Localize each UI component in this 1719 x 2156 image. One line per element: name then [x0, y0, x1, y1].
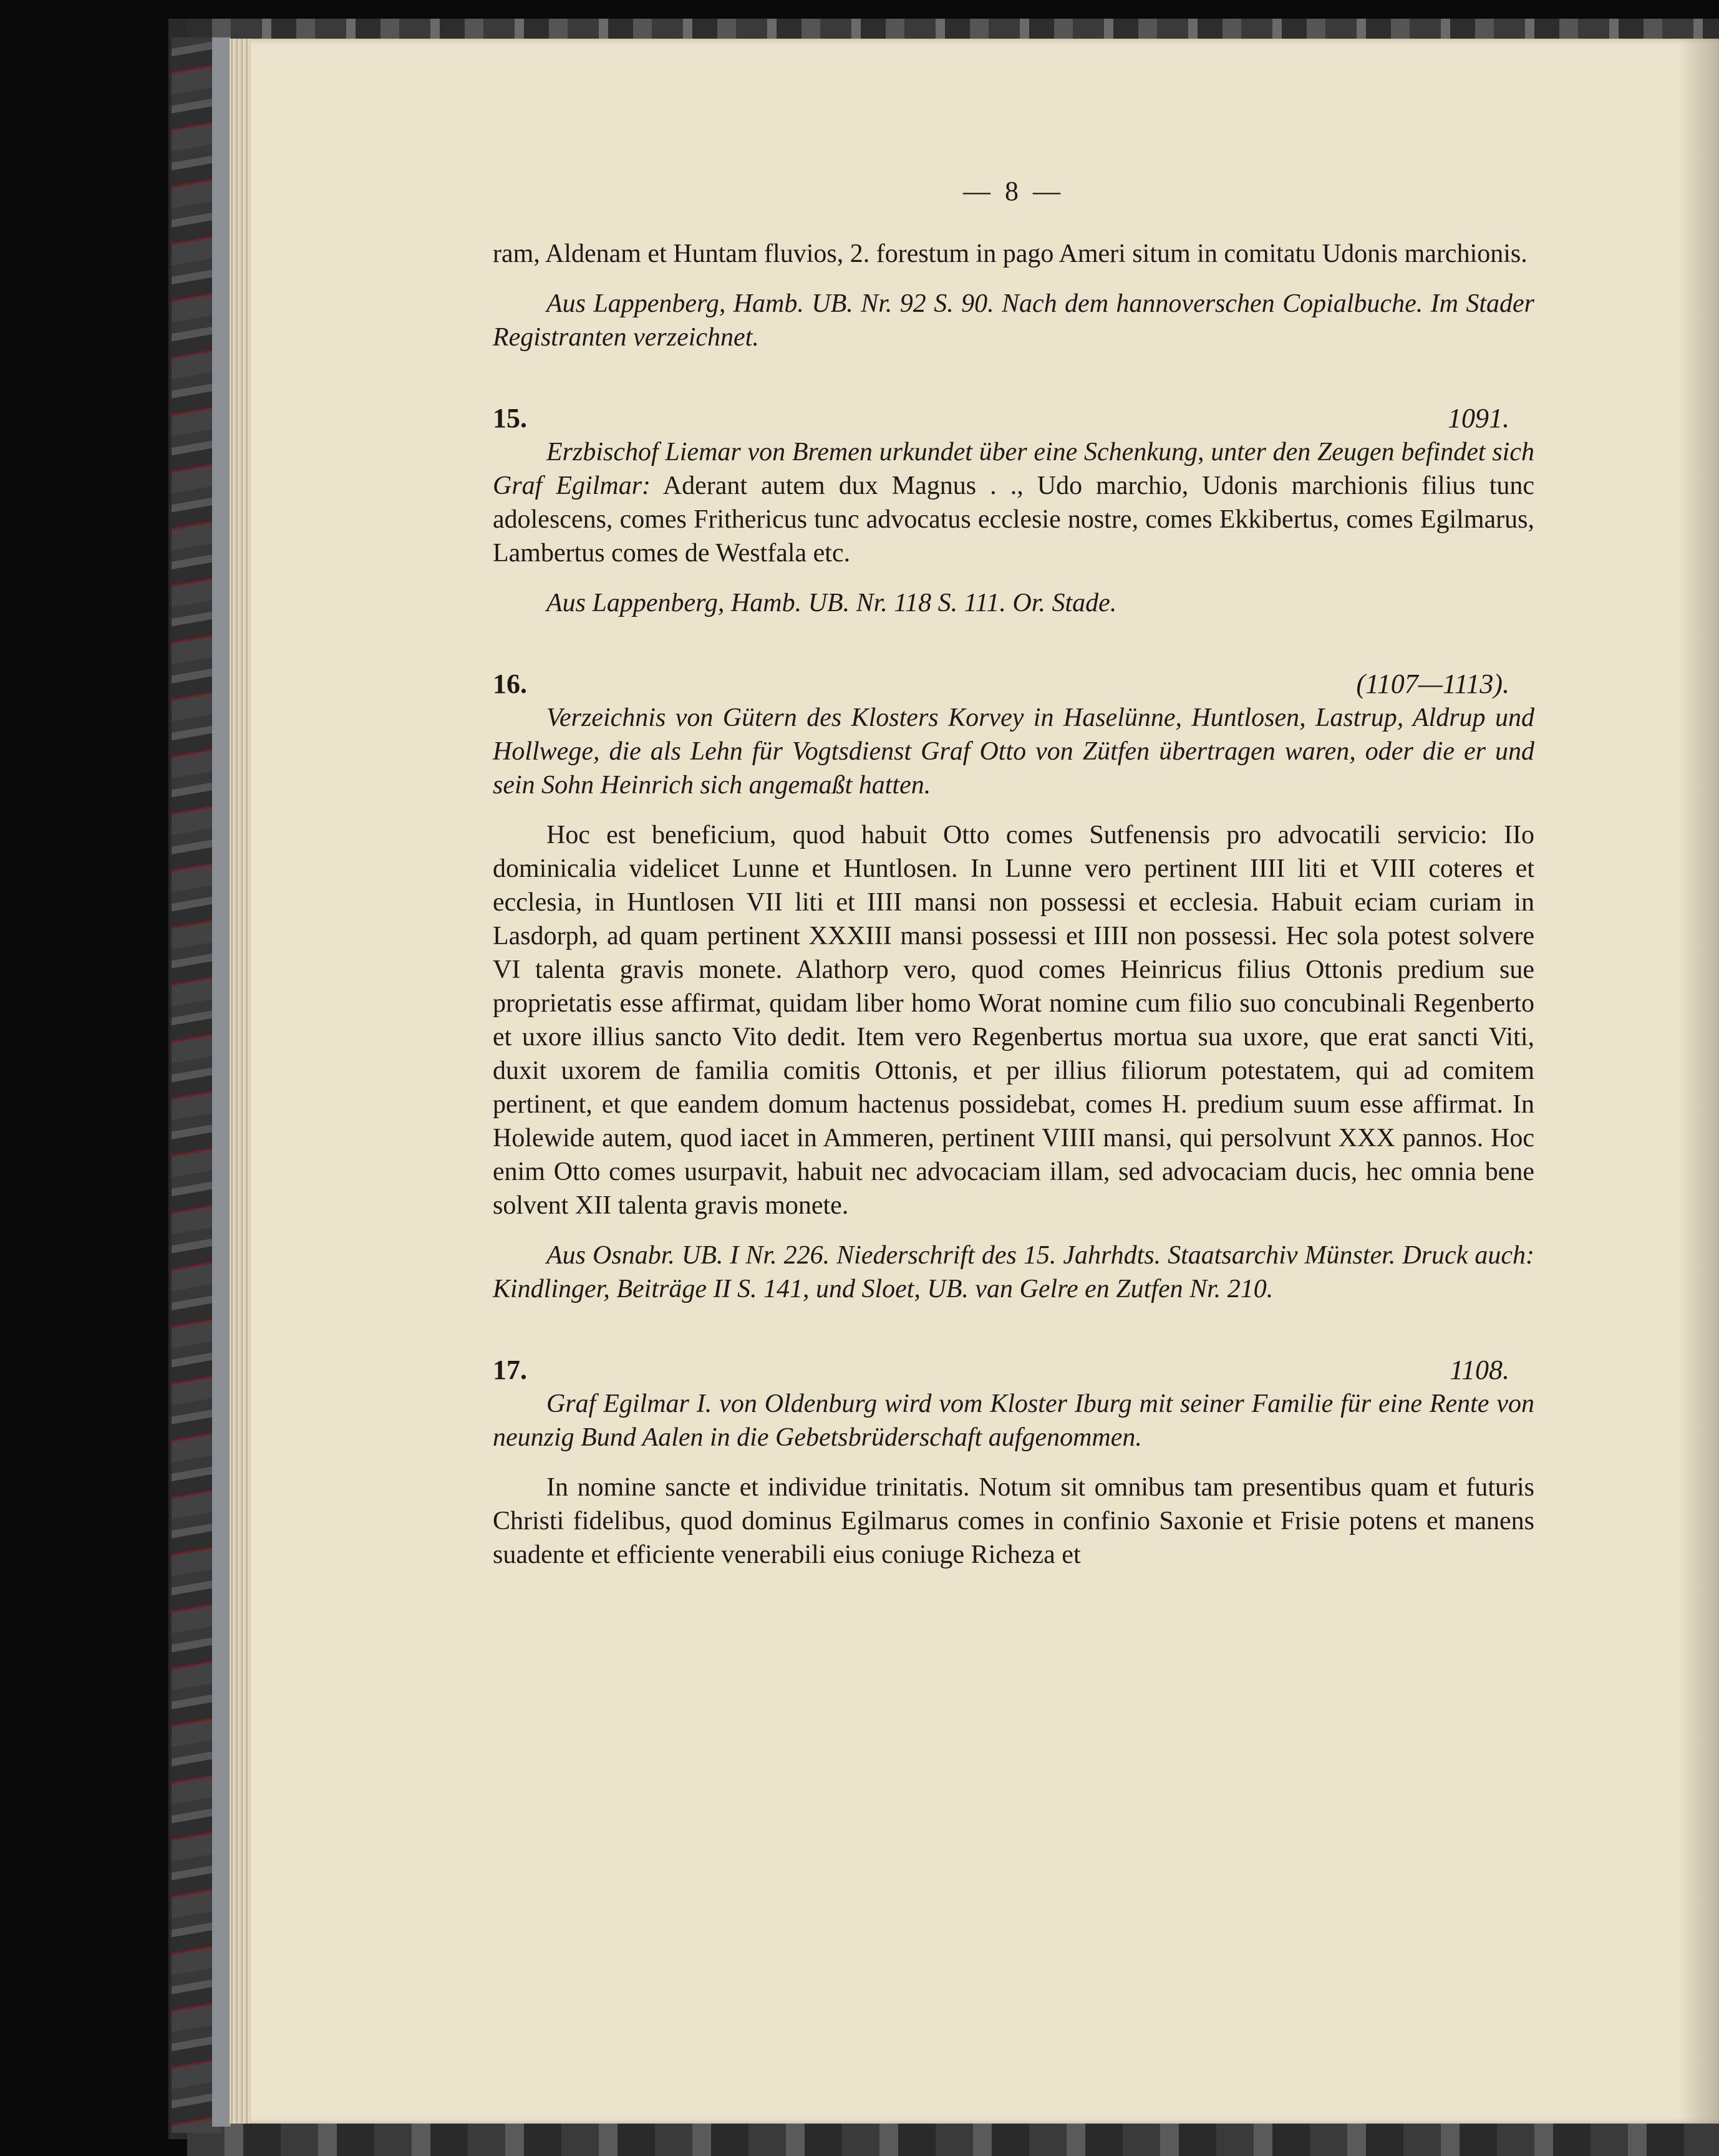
page-number: — 8 — [963, 176, 1064, 206]
entry-date: 1108. [1450, 1355, 1509, 1385]
text-block [493, 175, 1534, 1572]
entry-summary-quote: Aderant autem dux Magnus . ., Udo marchio, Udonis marchionis filius tunc adolescens, comes Frithericus tunc advocatus ecclesie nostre, comes Ekkibertus, comes Egilmarus, Lambertus comes de Westfala etc. [493, 471, 1535, 568]
intro-text: ram, Aldenam et Huntam fluvios, 2. forestum in pago Ameri situm in comitatu Udonis marchionis. [493, 239, 1528, 268]
entry-date: (1107—1113). [1356, 669, 1509, 699]
entry-body: In nomine sancte et individue trinitatis. Notum sit omnibus tam presentibus quam et futuris Christi fidelibus, quod dominus Egilmarus comes in confinio Saxonie et Frisie potens et manens suadente et efficiente venerabili eius coniuge Richeza et [493, 1473, 1534, 1569]
entry-summary-italic: Erzbischof Liemar von Bremen urkundet über eine Schenkung, unter den Zeugen befindet sich Graf Egilmar: [493, 438, 1534, 500]
entry-number: 16. [493, 669, 527, 699]
entry-date: 1091. [1448, 403, 1509, 433]
entry-summary: Graf Egilmar I. von Oldenburg wird vom Kloster Iburg mit seiner Familie für eine Rente von neunzig Bund Aalen in die Gebetsbrüderschaft aufgenommen. [493, 1390, 1534, 1452]
endpaper [212, 37, 231, 2127]
entry-number: 17. [493, 1355, 527, 1385]
entry-number: 15. [493, 403, 527, 433]
entry-heading [493, 667, 1534, 701]
binding-bottom-edge [187, 2124, 1719, 2156]
entry-summary [493, 435, 1534, 570]
entry-body: Hoc est beneficium, quod habuit Otto comes Sutfenensis pro advocatili servicio: IIo dominicalia videlicet Lunne et Huntlosen. In Lunne vero pertinent IIII liti et VIII coteres et ecclesia, in Huntlosen VII liti et IIII mansi non possessi et ecclesia. Habuit eciam curiam in Lasdorph, ad quam pertinent XXXIII mansi possessi et IIII non possessi. Hec sola potest solvere VI talenta gravis monete. Alathorp vero, quod comes Heinricus filius Ottonis predium sue proprietatis esse affirmat, quidam liber homo Worat nomine cum filio suo concubinali Regenberto et uxore illius sancto Vito dedit. Item vero Regenbertus mortua sua uxore, que erat sancti Viti, duxit uxorem de familia comitis Ottonis, et per illius filiorum potestatem, qui ad comitem pertinent, et que eandem domum hactenus possidebat, comes H. predium suum esse affirmat. In Holewide autem, quod iacet in Ammeren, pertinent VIIII mansi, qui persolvunt XXX pannos. Hoc enim Otto comes usurpavit, habuit nec advocaciam illam, sed advocaciam ducis, hec omnia bene solvent XII talenta gravis monete. [493, 821, 1534, 1220]
entry-summary: Verzeichnis von Gütern des Klosters Korvey in Haselünne, Huntlosen, Lastrup, Aldrup und Hollwege, die als Lehn für Vogtsdienst Graf Otto von Zütfen übertragen waren, oder die er und sein Sohn Heinrich sich angemaßt hatten. [493, 703, 1534, 800]
entry-source: Aus Osnabr. UB. I Nr. 226. Niederschrift des 15. Jahrhdts. Staatsarchiv Münster. Druck auch: Kindlinger, Beiträge II S. 141, und Sloet, UB. van Gelre en Zutfen Nr. 210. [493, 1241, 1534, 1303]
entry-heading [493, 1353, 1534, 1387]
page-fold-shadow [1678, 39, 1719, 2124]
page-edges [230, 39, 251, 2124]
entry-source: Aus Lappenberg, Hamb. UB. Nr. 118 S. 111. Or. Stade. [546, 589, 1117, 617]
entry-heading [493, 402, 1534, 435]
intro-source: Aus Lappenberg, Hamb. UB. Nr. 92 S. 90. Nach dem hannoverschen Copialbuche. Im Stader Registranten verzeichnet. [493, 289, 1534, 352]
